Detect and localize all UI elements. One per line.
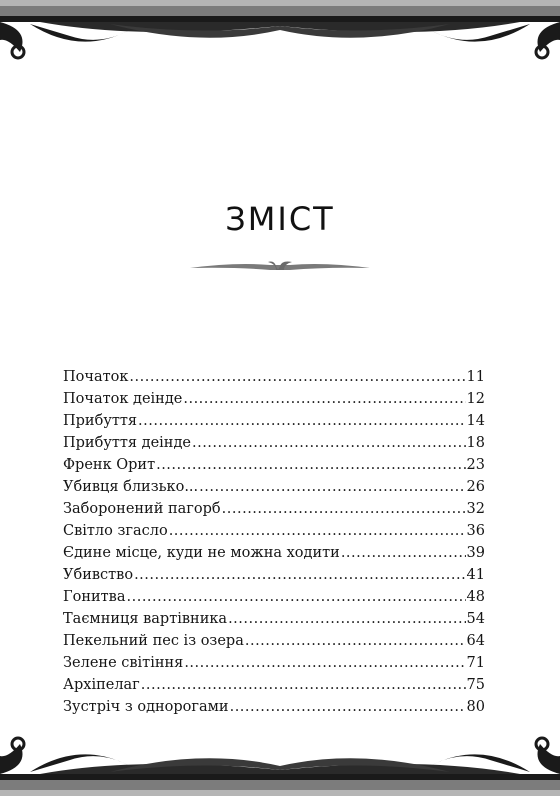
bottom-ornamental-border bbox=[0, 736, 560, 796]
toc-entry-page: 36 bbox=[466, 523, 485, 539]
page-title: ЗМІСТ bbox=[225, 200, 335, 238]
toc-entry[interactable] bbox=[63, 674, 485, 696]
toc-entry-title: Світло згасло bbox=[63, 523, 168, 539]
toc-entry-title: Таємниця вартівника bbox=[63, 611, 228, 627]
toc-entry[interactable] bbox=[63, 608, 485, 630]
toc-entry[interactable] bbox=[63, 454, 485, 476]
title-divider-ornament bbox=[190, 258, 370, 276]
toc-entry-page: 39 bbox=[466, 545, 485, 561]
leader-dots bbox=[230, 696, 466, 718]
toc-entry[interactable] bbox=[63, 476, 485, 498]
toc-entry-page: 32 bbox=[466, 501, 485, 517]
leader-dots bbox=[228, 608, 465, 630]
toc-entry-title: Убивця близько... bbox=[63, 479, 199, 495]
toc-entry-page: 14 bbox=[466, 413, 485, 429]
toc-entry-title: Пекельний пес із озера bbox=[63, 633, 244, 649]
toc-entry-title: Початок bbox=[63, 369, 129, 385]
toc-entry-page: 80 bbox=[466, 699, 485, 715]
toc-entry-title: Гонитва bbox=[63, 589, 126, 605]
top-ornamental-border bbox=[0, 0, 560, 60]
toc-entry-page: 71 bbox=[466, 655, 485, 671]
toc-entry-page: 64 bbox=[466, 633, 485, 649]
toc-entry-title: Прибуття bbox=[63, 413, 138, 429]
toc-entry-page: 48 bbox=[466, 589, 485, 605]
leader-dots bbox=[245, 630, 466, 652]
toc-entry[interactable] bbox=[63, 586, 485, 608]
toc-entry-page: 75 bbox=[466, 677, 485, 693]
leader-dots bbox=[134, 564, 465, 586]
leader-dots bbox=[184, 652, 465, 674]
toc-entry-title: Архіпелаг bbox=[63, 677, 140, 693]
toc-entry-page: 11 bbox=[466, 369, 485, 385]
toc-entry-title: Зустріч з однорогами bbox=[63, 699, 229, 715]
toc-entry-title: Убивство bbox=[63, 567, 134, 583]
toc-entry-page: 12 bbox=[466, 391, 485, 407]
toc-entry-page: 23 bbox=[466, 457, 485, 473]
leader-dots bbox=[127, 586, 466, 608]
leader-dots bbox=[141, 674, 466, 696]
toc-entry[interactable] bbox=[63, 498, 485, 520]
toc-entry-title: Прибуття деінде bbox=[63, 435, 191, 451]
leader-dots bbox=[199, 476, 465, 498]
leader-dots bbox=[156, 454, 465, 476]
toc-entry[interactable] bbox=[63, 564, 485, 586]
table-of-contents bbox=[63, 366, 485, 718]
toc-entry[interactable] bbox=[63, 432, 485, 454]
toc-entry[interactable] bbox=[63, 410, 485, 432]
toc-entry-title: Заборонений пагорб bbox=[63, 501, 221, 517]
toc-entry-title: Зелене світіння bbox=[63, 655, 184, 671]
toc-entry-title: Френк Орит bbox=[63, 457, 156, 473]
toc-entry-page: 26 bbox=[466, 479, 485, 495]
leader-dots bbox=[192, 432, 466, 454]
toc-entry-title: Єдине місце, куди не можна ходити bbox=[63, 545, 340, 561]
toc-entry-page: 18 bbox=[466, 435, 485, 451]
toc-entry[interactable] bbox=[63, 542, 485, 564]
toc-entry-title: Початок деінде bbox=[63, 391, 183, 407]
leader-dots bbox=[183, 388, 465, 410]
leader-dots bbox=[341, 542, 466, 564]
leader-dots bbox=[129, 366, 465, 388]
toc-entry[interactable] bbox=[63, 520, 485, 542]
leader-dots bbox=[222, 498, 466, 520]
toc-entry[interactable] bbox=[63, 652, 485, 674]
toc-entry-page: 41 bbox=[466, 567, 485, 583]
toc-entry[interactable] bbox=[63, 388, 485, 410]
leader-dots bbox=[138, 410, 466, 432]
toc-entry[interactable] bbox=[63, 696, 485, 718]
toc-entry[interactable] bbox=[63, 366, 485, 388]
leader-dots bbox=[169, 520, 466, 542]
toc-entry-page: 54 bbox=[466, 611, 485, 627]
toc-entry[interactable] bbox=[63, 630, 485, 652]
